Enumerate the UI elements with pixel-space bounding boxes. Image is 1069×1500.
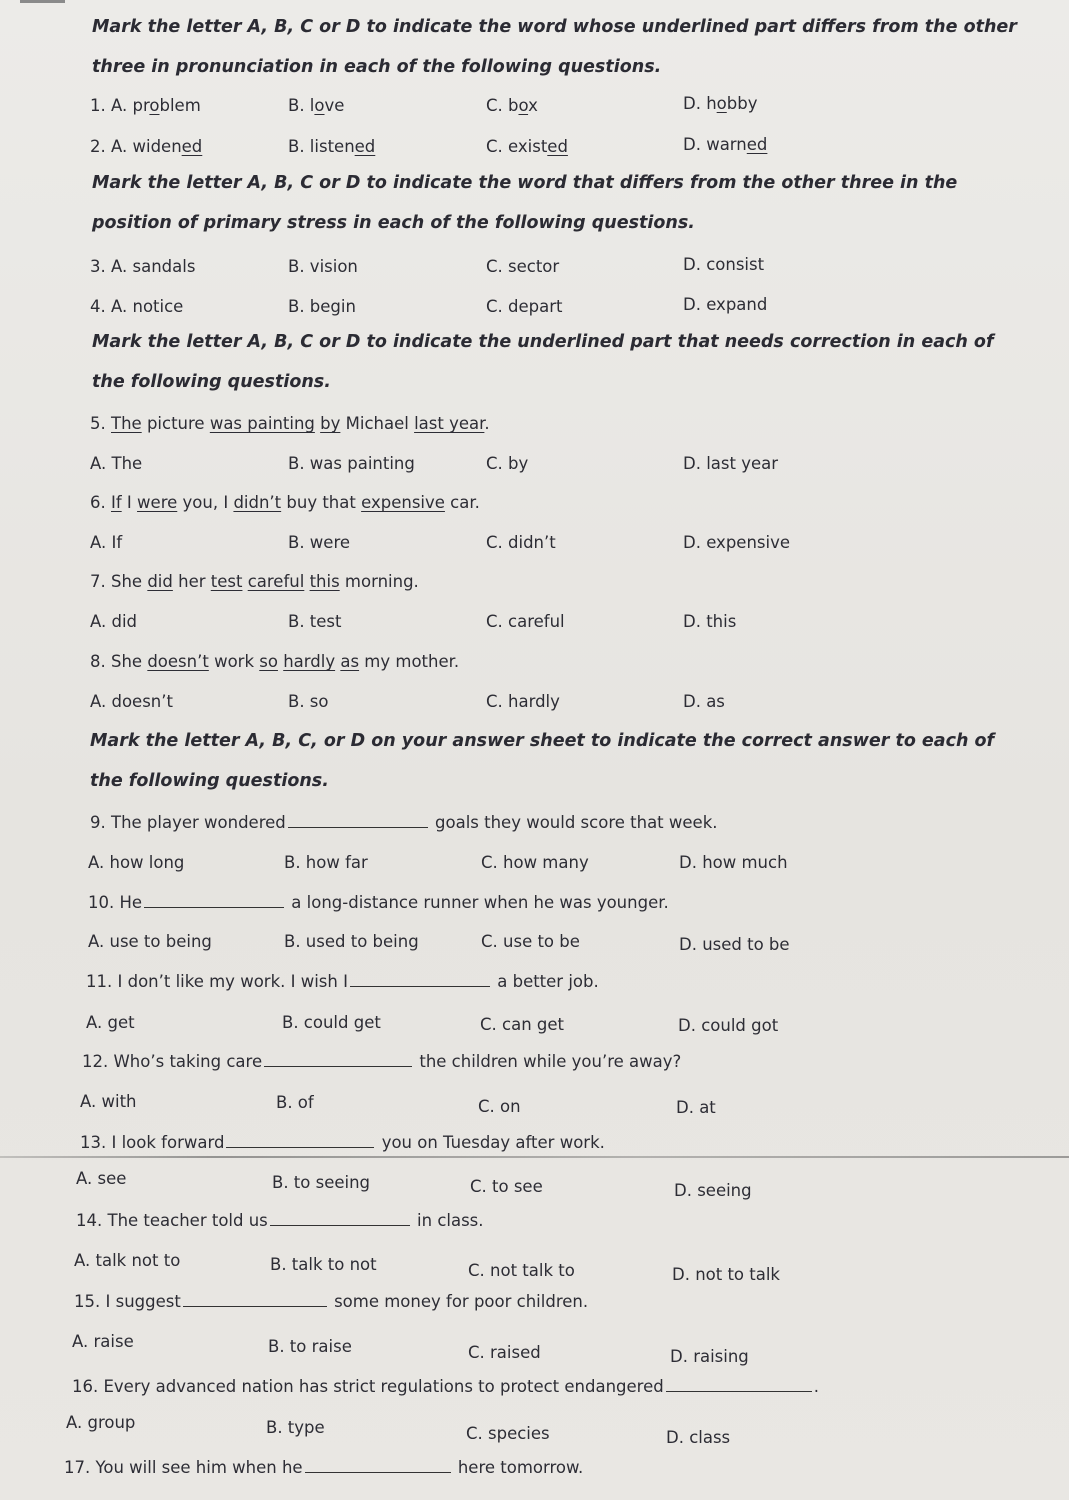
q3-option-c: C. sector [486,257,560,276]
q16-stem: 16. Every advanced nation has strict regulations to protect endangered . [72,1377,819,1396]
q7-option-d: D. this [683,612,737,631]
q15-stem: 15. I suggest some money for poor children. [74,1292,589,1311]
answer-blank [350,985,490,987]
q6-option-b: B. were [288,533,351,552]
q16-option-b: B. type [266,1418,325,1437]
q16-option-a: A. group [66,1413,136,1432]
q9-stem: 9. The player wondered goals they would score that week. [90,813,718,832]
q10-stem: 10. He a long-distance runner when he was younger. [88,893,669,912]
q5-option-b: B. was painting [288,454,415,473]
q6-option-a: A. If [90,533,123,552]
q14-option-a: A. talk not to [74,1251,181,1270]
answer-blank [183,1305,327,1307]
q10-option-d: D. used to be [679,935,790,954]
q11-option-c: C. can get [480,1015,564,1034]
q13-option-c: C. to see [470,1177,543,1196]
q2-option-d: D. warned [683,135,768,154]
q1-option-c: C. box [486,96,538,115]
q11-option-a: A. get [86,1013,135,1032]
q5-option-d: D. last year [683,454,779,473]
q15-option-a: A. raise [72,1332,134,1351]
q5-option-a: A. The [90,454,143,473]
paper-fold-line [0,1156,1069,1158]
q11-option-d: D. could got [678,1016,779,1035]
q11-stem: 11. I don’t like my work. I wish I a better job. [86,972,599,991]
q1-option-a: 1. A. problem [90,96,201,115]
q12-option-d: D. at [676,1098,716,1117]
q14-option-c: C. not talk to [468,1261,575,1280]
q8-option-c: C. hardly [486,692,560,711]
q15-option-c: C. raised [468,1343,541,1362]
q13-stem: 13. I look forward you on Tuesday after work. [80,1133,605,1152]
section-2-instruction: Mark the letter A, B, C or D to indicate the word that differs from the other three in the position of primary stress in each of the following questions. [92,173,958,233]
q16-option-d: D. class [666,1428,731,1447]
q16-option-c: C. species [466,1424,550,1443]
q2-option-b: B. listened [288,137,376,156]
q2-option-a: 2. A. widened [90,137,203,156]
answer-blank [226,1146,374,1148]
q5-stem: 5. The picture was painting by Michael last year. [90,414,490,433]
q14-stem: 14. The teacher told us in class. [76,1211,484,1230]
q3-option-b: B. vision [288,257,358,276]
q6-option-c: C. didn’t [486,533,556,552]
q7-stem: 7. She did her test careful this morning. [90,572,419,591]
q3-option-a: 3. A. sandals [90,257,196,276]
q1-option-d: D. hobby [683,94,758,113]
q8-stem: 8. She doesn’t work so hardly as my mother. [90,652,460,671]
q12-option-b: B. of [276,1093,314,1112]
q10-option-a: A. use to being [88,932,212,951]
answer-blank [288,826,428,828]
q7-option-b: B. test [288,612,342,631]
q4-option-a: 4. A. notice [90,297,184,316]
q12-option-a: A. with [80,1092,137,1111]
q6-option-d: D. expensive [683,533,791,552]
q14-option-b: B. talk to not [270,1255,377,1274]
q9-option-b: B. how far [284,853,368,872]
q5-option-c: C. by [486,454,529,473]
q13-option-d: D. seeing [674,1181,752,1200]
q17-stem: 17. You will see him when he here tomorrow. [64,1458,584,1477]
top-edge-mark [20,0,65,3]
q9-option-c: C. how many [481,853,589,872]
q13-option-a: A. see [76,1169,127,1188]
q4-option-d: D. expand [683,295,768,314]
section-3-instruction: Mark the letter A, B, C or D to indicate the underlined part that needs correction in each of the following questions. [92,332,994,392]
q9-option-a: A. how long [88,853,185,872]
q8-option-b: B. so [288,692,329,711]
q10-option-c: C. use to be [481,932,580,951]
q11-option-b: B. could get [282,1013,381,1032]
q12-stem: 12. Who’s taking care the children while you’re away? [82,1052,682,1071]
q12-option-c: C. on [478,1097,521,1116]
q8-option-a: A. doesn’t [90,692,173,711]
q14-option-d: D. not to talk [672,1265,780,1284]
answer-blank [305,1471,451,1473]
q15-option-d: D. raising [670,1347,749,1366]
q3-option-d: D. consist [683,255,765,274]
q7-option-a: A. did [90,612,138,631]
q13-option-b: B. to seeing [272,1173,371,1192]
section-4-instruction: Mark the letter A, B, C, or D on your answer sheet to indicate the correct answer to each of the following questions. [90,731,995,791]
q10-option-b: B. used to being [284,932,419,951]
q8-option-d: D. as [683,692,725,711]
q9-option-d: D. how much [679,853,788,872]
q15-option-b: B. to raise [268,1337,352,1356]
answer-blank [264,1065,412,1067]
answer-blank [144,906,284,908]
q4-option-c: C. depart [486,297,563,316]
q1-option-b: B. love [288,96,345,115]
answer-blank [270,1224,410,1226]
section-1-instruction: Mark the letter A, B, C or D to indicate the word whose underlined part differs from the other three in pronunciation in each of the following questions. [92,17,1017,77]
q2-option-c: C. existed [486,137,568,156]
answer-blank [666,1390,812,1392]
q7-option-c: C. careful [486,612,565,631]
q4-option-b: B. begin [288,297,356,316]
q6-stem: 6. If I were you, I didn’t buy that expensive car. [90,493,480,512]
